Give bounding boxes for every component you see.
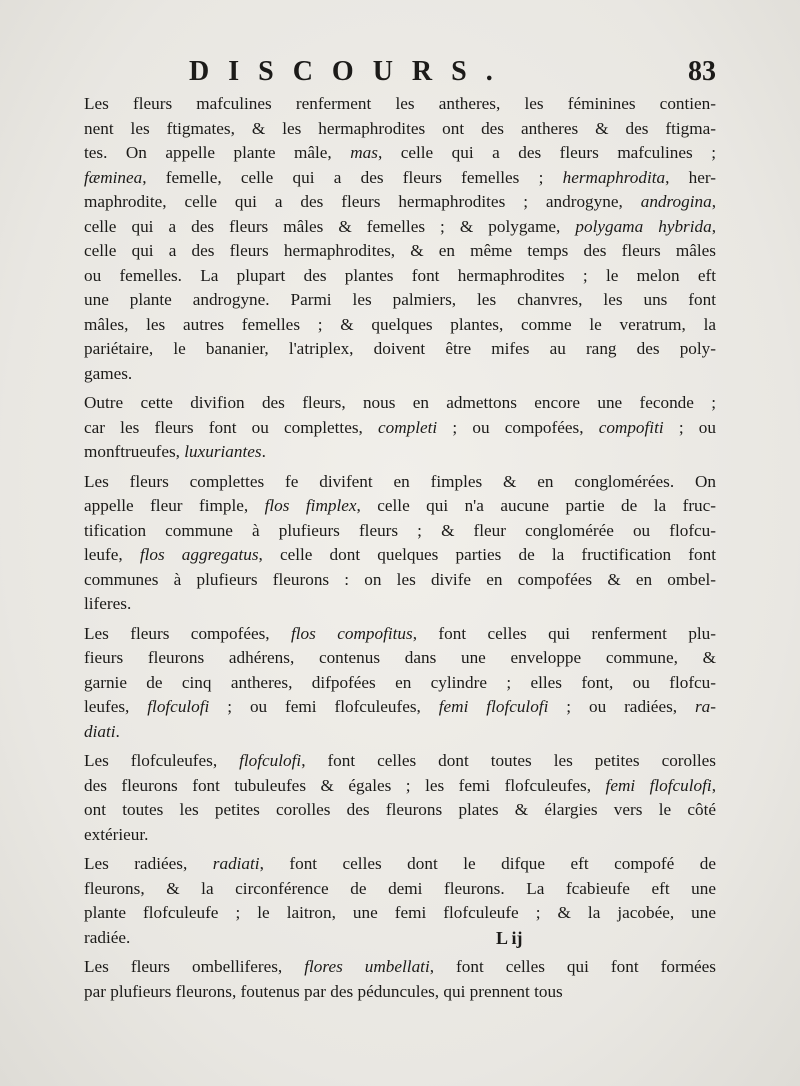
italic-term: completi [378,417,438,437]
text-line [84,720,716,745]
text-line [84,391,716,416]
text-line [84,568,716,593]
text-line [84,749,716,774]
italic-term: luxuriantes [184,442,262,461]
italic-term: mas [350,143,378,162]
text-run: Les fleurs mafculines renferment les antheres, les féminines contien- [84,94,716,113]
italic-term: flofculofi [147,697,210,716]
italic-term: flofculofi [239,751,302,770]
text-run: appelle fleur fimple, [84,496,265,515]
text-line [84,92,716,117]
italic-term: flos aggregatus [139,545,259,564]
text-run: , celle dont quelques parties de la fructification font [258,545,716,564]
text-run: ; ou radiées, [548,697,695,716]
text-line [84,337,716,362]
italic-term: ra- [694,697,716,716]
text-run: communes à plufieurs fleurons : on les divife en compofées & en ombel- [84,569,716,589]
text-run: garnie de cinq antheres, difpofées en cylindre ; elles font, ou flofcu- [84,672,716,692]
italic-term: polygama hybrida [575,216,712,236]
text-run: ; ou [663,417,716,437]
text-run: ont toutes les petites corolles des fleurons plates & élargies vers le côté [84,800,716,819]
text-line [84,543,716,568]
italic-term: hermaphrodita [562,167,666,187]
text-run: tification commune à plufieurs fleurs ; & fleur conglomérée ou flofcu- [84,520,716,540]
italic-term: compofiti [598,417,664,437]
italic-term: fæminea [84,167,143,187]
text-line [84,980,716,1005]
body-text [84,92,716,1004]
text-run: , femelle, celle qui a des fleurs femelles ; [142,167,563,187]
text-run: celle qui a des fleurs mâles & femelles ; & polygame, [84,216,576,236]
italic-term: diati [84,721,116,741]
text-line [84,362,716,387]
text-line [84,416,716,441]
text-line [84,215,716,240]
page-header [84,56,716,92]
text-run: des fleurons font tubuleufes & égales ; les femi flofculeufes, [84,775,606,795]
text-line [84,470,716,495]
text-line [84,190,716,215]
text-run: . [115,721,120,741]
text-run: pariétaire, le bananier, l'atriplex, doivent être mifes au rang des poly- [84,339,716,358]
text-run: Les fleurs ombelliferes, [84,957,305,976]
text-line [84,955,716,980]
text-line [84,494,716,519]
text-run: , [711,192,716,211]
text-run: , font celles qui font formées [429,957,716,976]
text-run: car les fleurs font ou complettes, [84,417,379,437]
text-line [84,877,716,902]
text-line [84,798,716,823]
text-line [84,852,716,877]
text-line [84,823,716,848]
text-run: , font celles qui renferment plu- [412,623,716,643]
text-run: , [711,775,716,795]
text-run: nent les ftigmates, & les hermaphrodites ont des antheres & des ftigma- [84,118,716,138]
text-run: tes. On appelle plante mâle, [84,143,351,162]
text-run: , font celles dont toutes les petites corolles [301,751,716,770]
text-line [84,239,716,264]
paragraph [84,622,716,745]
italic-term: flores umbellati [304,957,430,976]
paragraph [84,391,716,465]
text-line [84,901,716,926]
paragraph [84,92,716,386]
text-line [84,695,716,720]
text-run: Les fleurs complettes fe divifent en fimples & en conglomérées. On [84,471,716,491]
running-title: DISCOURS. [189,56,512,87]
italic-term: androgina [640,192,712,211]
text-line [84,313,716,338]
text-line [84,117,716,142]
text-run: , celle qui n'a aucune partie de la fruc- [356,496,716,515]
text-line [84,646,716,671]
text-run: , font celles dont le difque eft compofé de [259,854,716,873]
text-run: , [711,216,716,236]
text-run: leufes, [84,697,148,716]
text-run: mâles, les autres femelles ; & quelques plantes, comme le veratrum, la [84,314,716,334]
text-run: monftrueufes, [84,442,185,461]
text-run: games. [84,363,133,383]
paragraph [84,955,716,1004]
text-line [84,288,716,313]
text-run: , her- [665,167,716,187]
text-line [84,519,716,544]
text-run: une plante androgyne. Parmi les palmiers, les chanvres, les uns font [84,290,716,309]
text-run: radiée. [84,927,131,947]
text-line [84,166,716,191]
text-run: leufe, [84,545,140,564]
text-run: , celle qui a des fleurs mafculines ; [377,143,716,162]
page-number: 83 [688,56,716,87]
text-run: . [261,442,266,461]
text-run: extérieur. [84,824,149,844]
paragraph [84,749,716,847]
text-line [84,440,716,465]
text-run: par plufieurs fleurons, foutenus par des péduncules, qui prennent tous [84,981,563,1001]
text-run: fleurons, & la circonférence de demi fleurons. La fcabieufe eft une [84,878,716,898]
paragraph [84,470,716,617]
text-run: ou femelles. La plupart des plantes font hermaphrodites ; le melon eft [84,265,716,285]
paragraph [84,852,716,950]
text-run: Outre cette divifion des fleurs, nous en admettons encore une feconde ; [84,393,716,412]
text-run: celle qui a des fleurs hermaphrodites, & en même temps des fleurs mâles [84,241,716,260]
text-line [84,592,716,617]
text-line [84,264,716,289]
text-run: liferes. [84,594,132,613]
italic-term: femi flofculofi [438,697,549,716]
text-line [84,926,716,951]
text-run: Les flofculeufes, [84,751,240,770]
text-run: Les radiées, [84,854,213,873]
italic-term: flos compofitus [291,623,413,643]
signature-mark: L ij [496,928,523,948]
text-line [84,774,716,799]
text-run: fieurs fleurons adhérens, contenus dans une enveloppe commune, & [84,648,716,667]
text-line [84,622,716,647]
italic-term: femi flofculofi [605,775,712,795]
text-run: Les fleurs compofées, [84,623,291,643]
text-run: plante flofculeufe ; le laitron, une femi flofculeufe ; & la jacobée, une [84,903,716,922]
text-run: ; ou femi flofculeufes, [209,697,439,716]
text-line [84,141,716,166]
text-run: ; ou compofées, [437,417,599,437]
text-run: maphrodite, celle qui a des fleurs hermaphrodites ; androgyne, [84,192,641,211]
italic-term: radiati [212,854,260,873]
text-line [84,671,716,696]
italic-term: flos fimplex [264,496,357,515]
